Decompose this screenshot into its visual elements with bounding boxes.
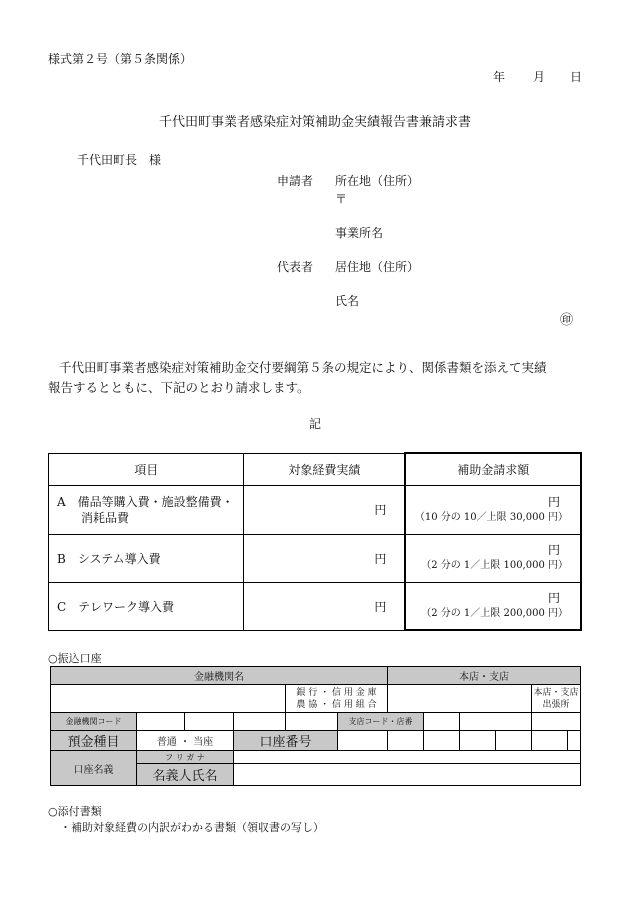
branch-types-line1: 本店・支店 [533,687,579,698]
subsidy-table [48,452,582,631]
attachments-title: ○添付書類 [48,805,102,818]
body-text-line2: 報告するとともに、下記のとおり請求します。 [48,380,310,395]
account-number-digit[interactable] [568,731,581,751]
branch-header: 本店・支店 [388,667,581,685]
item-label: C テレワーク導入費 [49,582,244,630]
actual-cell[interactable]: 円 [244,582,406,630]
institution-code-digit[interactable] [137,713,185,731]
claim-yen: 円 [547,590,560,605]
postal-mark: 〒 [335,192,348,206]
deposit-type-options[interactable]: 普通 ・ 当座 [137,731,234,751]
header-item: 項目 [49,453,244,485]
table-row [49,485,582,534]
business-name-label: 事業所名 [335,226,384,240]
account-number-label: 口座番号 [234,731,338,751]
holder-name-label: 名義人氏名 [137,764,234,786]
bank-account-table [50,666,581,786]
furigana-input[interactable] [234,751,581,764]
branch-name-input[interactable] [388,685,532,713]
claim-yen: 円 [547,543,560,557]
account-number-digit[interactable] [460,731,496,751]
claim-limit: （2 分の 1／上限 200,000 円） [421,607,568,619]
claim-limit: （10 分の 10／上限 30,000 円） [414,511,568,523]
branch-type-options[interactable] [532,685,581,713]
branch-code-digit[interactable] [424,713,460,731]
representative-label: 代表者 [277,260,314,274]
inst-types-line2: 農 協 ・ 信 用 組 合 [296,699,377,710]
form-number: 様式第２号（第５条関係） [48,52,193,66]
item-label-cont: 消耗品費 [81,510,130,525]
branch-code-digit[interactable] [532,713,581,731]
institution-code-digit[interactable] [286,713,338,731]
header-claim: 補助金請求額 [405,453,581,485]
deposit-type-label: 預金種目 [51,731,137,751]
branch-code-label: 支店コード・店番 [338,713,424,731]
attachment-item: ・補助対象経費の内訳がわかる書類（領収書の写し） [60,821,324,834]
date-day: 日 [570,70,583,84]
body-text-line1: 千代田町事業者感染症対策補助金交付要綱第５条の規定により、関係書類を添えて実績 [59,360,547,375]
account-number-digit[interactable] [496,731,532,751]
institution-name-header: 金融機関名 [51,667,388,685]
holder-name-input[interactable] [234,764,581,786]
bank-section-title: ○振込口座 [48,652,102,665]
actual-cell[interactable]: 円 [244,485,406,534]
claim-cell[interactable] [405,582,581,630]
account-number-digit[interactable] [388,731,424,751]
account-number-digit[interactable] [424,731,460,751]
seal-mark: ㊞ [560,313,574,328]
document-title: 千代田町事業者感染症対策補助金実績報告書兼請求書 [158,115,471,130]
applicant-label: 申請者 [277,174,314,188]
date-year: 年 [493,70,506,84]
institution-code-digit[interactable] [185,713,234,731]
representative-name-label: 氏名 [335,294,360,308]
addressee: 千代田町長 様 [77,153,162,167]
date-month: 月 [533,70,546,84]
item-label: B システム導入費 [49,534,244,582]
header-actual: 対象経費実績 [244,453,406,485]
furigana-label: フ リ ガ ナ [137,751,234,764]
institution-code-label: 金融機関コード [51,713,137,731]
claim-cell[interactable] [405,534,581,582]
ki-label: 記 [308,417,321,431]
account-number-digit[interactable] [338,731,388,751]
account-number-digit[interactable] [532,731,568,751]
table-row [49,534,582,582]
institution-code-digit[interactable] [234,713,286,731]
claim-limit: （2 分の 1／上限 100,000 円） [421,560,568,571]
inst-types-line1: 銀 行 ・ 信 用 金 庫 [296,687,377,698]
institution-name-input[interactable] [51,685,286,713]
claim-cell[interactable] [405,485,581,534]
item-label: A 備品等購入費・施設整備費・ [57,494,234,509]
applicant-address-label: 所在地（住所） [335,174,420,188]
actual-cell[interactable]: 円 [244,534,406,582]
institution-type-options[interactable] [286,685,388,713]
branch-types-line2: 出張所 [542,699,570,710]
claim-yen: 円 [547,494,560,509]
table-row [49,582,582,630]
representative-address-label: 居住地（住所） [335,260,420,274]
account-name-label: 口座名義 [51,751,137,786]
branch-code-digit[interactable] [460,713,532,731]
